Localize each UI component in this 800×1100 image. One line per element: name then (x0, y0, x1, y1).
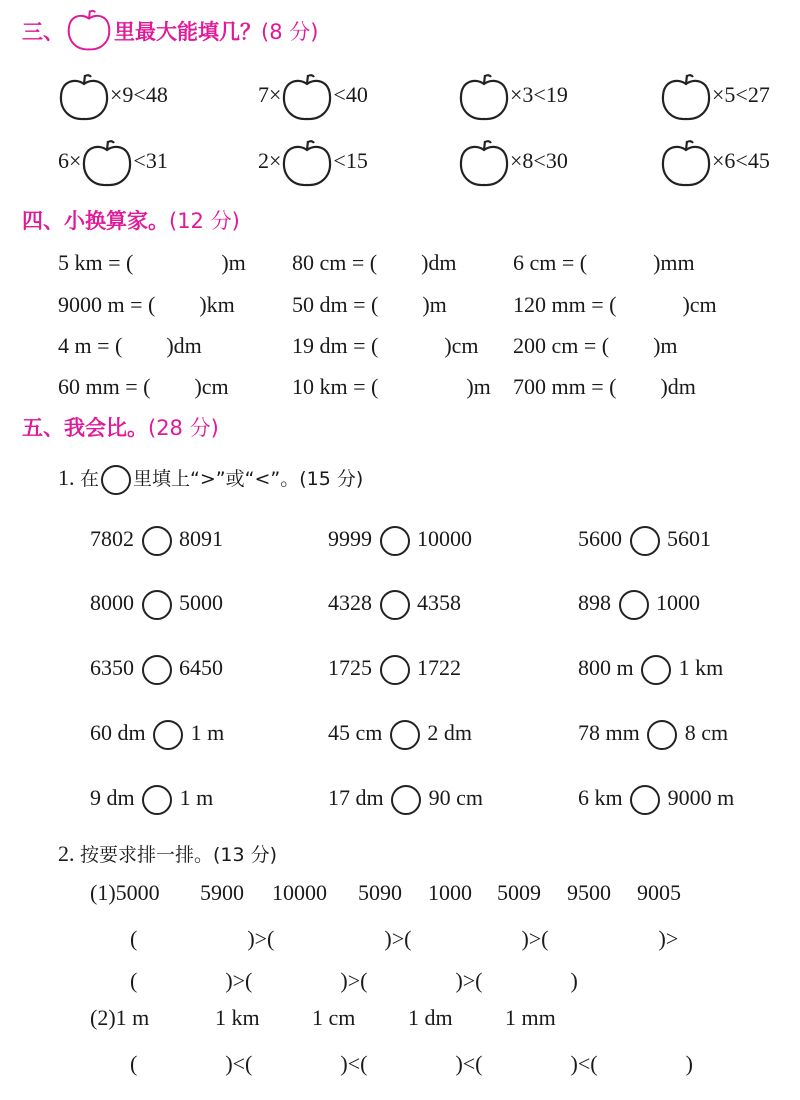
conversion-2-2[interactable]: 200 cm = ( )m (513, 333, 678, 358)
compare-item: 8000 5000 (90, 590, 223, 620)
compare-circle[interactable] (619, 590, 649, 620)
order-line-asc[interactable]: ( )<( )<( )<( )<( ) (130, 1051, 693, 1076)
compare-item: 17 dm 90 cm (328, 785, 483, 815)
compare-item: 5600 5601 (578, 526, 711, 556)
unit: 1 cm (312, 1005, 356, 1030)
section3-heading: 三、 里最大能填几？(8 分) (22, 14, 318, 52)
conversion-2-1[interactable]: 19 dm = ( )cm (292, 333, 479, 358)
conversion-0-0[interactable]: 5 km = ( )m (58, 250, 246, 275)
number: 1000 (428, 880, 472, 905)
apple-outline-icon[interactable] (281, 72, 333, 122)
unit: 1 dm (408, 1005, 453, 1030)
apple-outline-icon[interactable] (458, 72, 510, 122)
compare-item: 45 cm 2 dm (328, 720, 472, 750)
compare-circle[interactable] (647, 720, 677, 750)
apple-item-8: ×6<45 (660, 138, 770, 188)
compare-circle[interactable] (630, 785, 660, 815)
compare-circle[interactable] (380, 590, 410, 620)
q2-instruction: 2. 按要求排一排。(13 分) (58, 841, 278, 866)
conversion-3-2[interactable]: 700 mm = ( )dm (513, 374, 696, 399)
apple-item-3: ×3<19 (458, 72, 568, 122)
apple-outline-icon[interactable] (660, 72, 712, 122)
conversion-3-0[interactable]: 60 mm = ( )cm (58, 374, 229, 399)
conversion-1-0[interactable]: 9000 m = ( )km (58, 292, 235, 317)
compare-circle[interactable] (142, 655, 172, 685)
number: 5090 (358, 880, 402, 905)
compare-circle[interactable] (630, 526, 660, 556)
number: 5900 (200, 880, 244, 905)
compare-item: 6350 6450 (90, 655, 223, 685)
order-line-desc-2[interactable]: ( )>( )>( )>( ) (130, 968, 578, 993)
section5-heading: 五、我会比。(28 分) (22, 416, 219, 440)
compare-circle[interactable] (380, 655, 410, 685)
q1-instruction: 1. 在 里填上“>”或“<”。(15 分) (58, 464, 363, 495)
compare-item: 9 dm 1 m (90, 785, 213, 815)
q2-part2-units: (2)1 m (90, 1005, 150, 1030)
compare-item: 78 mm 8 cm (578, 720, 728, 750)
compare-item: 1725 1722 (328, 655, 461, 685)
circle-blank-icon (101, 465, 131, 495)
number: 9005 (637, 880, 681, 905)
compare-item: 60 dm 1 m (90, 720, 224, 750)
compare-circle[interactable] (390, 720, 420, 750)
apple-outline-icon[interactable] (458, 138, 510, 188)
compare-circle[interactable] (153, 720, 183, 750)
apple-item-4: ×5<27 (660, 72, 770, 122)
apple-outline-icon[interactable] (281, 138, 333, 188)
unit: 1 km (215, 1005, 260, 1030)
section5-score: (28 分) (148, 416, 219, 440)
conversion-0-2[interactable]: 6 cm = ( )mm (513, 250, 695, 275)
conversion-0-1[interactable]: 80 cm = ( )dm (292, 250, 457, 275)
compare-item: 800 m 1 km (578, 655, 723, 685)
compare-item: 6 km 9000 m (578, 785, 734, 815)
compare-circle[interactable] (142, 785, 172, 815)
compare-item: 898 1000 (578, 590, 700, 620)
apple-outline-icon[interactable] (660, 138, 712, 188)
compare-item: 9999 10000 (328, 526, 472, 556)
apple-item-1: ×9<48 (58, 72, 168, 122)
compare-circle[interactable] (142, 526, 172, 556)
apple-outline-icon[interactable] (58, 72, 110, 122)
compare-circle[interactable] (142, 590, 172, 620)
conversion-3-1[interactable]: 10 km = ( )m (292, 374, 491, 399)
conversion-1-2[interactable]: 120 mm = ( )cm (513, 292, 717, 317)
conversion-2-0[interactable]: 4 m = ( )dm (58, 333, 202, 358)
number: 5009 (497, 880, 541, 905)
compare-circle[interactable] (380, 526, 410, 556)
unit: 1 mm (505, 1005, 556, 1030)
apple-item-5: 6× <31 (58, 138, 168, 188)
section3-score: (8 分) (261, 20, 319, 44)
section4-score: (12 分) (169, 209, 240, 233)
compare-item: 7802 8091 (90, 526, 223, 556)
apple-item-7: ×8<30 (458, 138, 568, 188)
compare-item: 4328 4358 (328, 590, 461, 620)
apple-outline-icon (64, 8, 114, 52)
number: 10000 (272, 880, 327, 905)
apple-outline-icon[interactable] (81, 138, 133, 188)
apple-item-6: 2× <15 (258, 138, 368, 188)
q2-part1-numbers: (1)5000 (90, 880, 160, 905)
conversion-1-1[interactable]: 50 dm = ( )m (292, 292, 447, 317)
number: 9500 (567, 880, 611, 905)
order-line-desc-1[interactable]: ( )>( )>( )>( )> (130, 926, 679, 951)
apple-item-2: 7× <40 (258, 72, 368, 122)
compare-circle[interactable] (391, 785, 421, 815)
compare-circle[interactable] (641, 655, 671, 685)
section4-heading: 四、小换算家。(12 分) (22, 209, 240, 233)
